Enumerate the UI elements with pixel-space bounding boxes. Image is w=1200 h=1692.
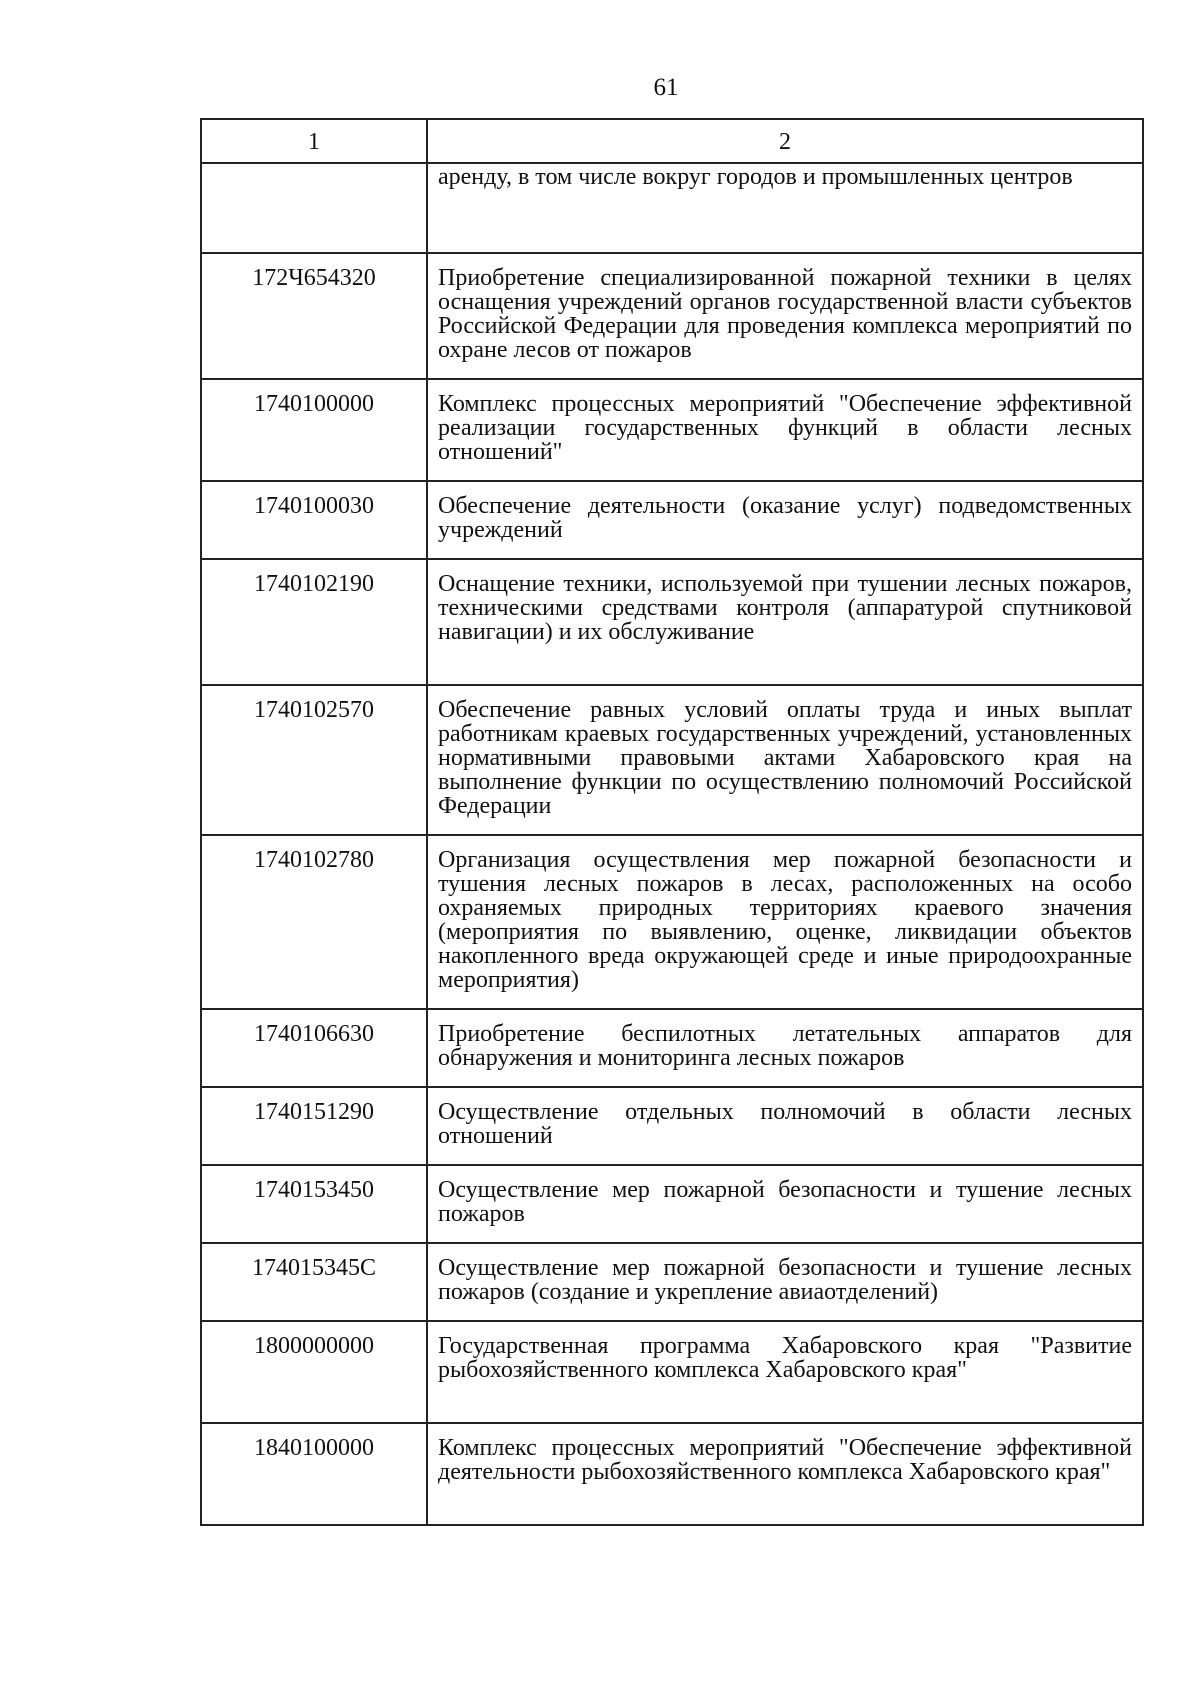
description-cell: Приобретение специализированной пожарной техники в целях оснащения учреждений органов государственной власти субъектов Российской Федерации для проведения комплекса мероприятий по охране лесов от пожаров	[427, 253, 1143, 379]
description-cell: Осуществление мер пожарной безопасности и тушение лесных пожаров	[427, 1165, 1143, 1243]
code-cell: 172Ч654320	[201, 253, 427, 379]
budget-code-table	[200, 118, 1144, 1526]
description-cell: Приобретение беспилотных летательных аппаратов для обнаружения и мониторинга лесных пожаров	[427, 1009, 1143, 1087]
description-cell: Осуществление мер пожарной безопасности и тушение лесных пожаров (создание и укрепление авиаотделений)	[427, 1243, 1143, 1321]
table-row	[201, 1423, 1143, 1525]
code-cell: 1740153450	[201, 1165, 427, 1243]
description-cell: Организация осуществления мер пожарной безопасности и тушения лесных пожаров в лесах, расположенных на особо охраняемых природных территориях краевого значения (мероприятия по выявлению, оценке, ликвидации объектов накопленного вреда окружающей среде и иные природоохранные мероприятия)	[427, 835, 1143, 1009]
table-row	[201, 685, 1143, 835]
table-header-row	[201, 119, 1143, 163]
description-cell: аренду, в том числе вокруг городов и промышленных центров	[427, 163, 1143, 253]
description-cell: Государственная программа Хабаровского края "Развитие рыбохозяйственного комплекса Хабаровского края"	[427, 1321, 1143, 1423]
table-row	[201, 163, 1143, 253]
page-number: 61	[653, 74, 679, 101]
code-cell: 1740106630	[201, 1009, 427, 1087]
description-cell: Осуществление отдельных полномочий в области лесных отношений	[427, 1087, 1143, 1165]
code-cell: 1840100000	[201, 1423, 427, 1525]
table-row	[201, 481, 1143, 559]
table-row	[201, 559, 1143, 685]
description-cell: Комплекс процессных мероприятий "Обеспечение эффективной деятельности рыбохозяйственного комплекса Хабаровского края"	[427, 1423, 1143, 1525]
table-row	[201, 1087, 1143, 1165]
description-cell: Обеспечение деятельности (оказание услуг) подведомственных учреждений	[427, 481, 1143, 559]
table-row	[201, 1009, 1143, 1087]
table-row	[201, 1321, 1143, 1423]
table-row	[201, 379, 1143, 481]
table-row	[201, 1243, 1143, 1321]
code-cell: 1740102190	[201, 559, 427, 685]
description-cell: Комплекс процессных мероприятий "Обеспечение эффективной реализации государственных функций в области лесных отношений"	[427, 379, 1143, 481]
code-cell: 1800000000	[201, 1321, 427, 1423]
code-cell: 1740102780	[201, 835, 427, 1009]
code-cell: 1740151290	[201, 1087, 427, 1165]
description-cell: Оснащение техники, используемой при тушении лесных пожаров, техническими средствами контроля (аппаратурой спутниковой навигации) и их обслуживание	[427, 559, 1143, 685]
code-cell: 1740102570	[201, 685, 427, 835]
table-row	[201, 835, 1143, 1009]
table-row	[201, 1165, 1143, 1243]
code-cell: 1740100000	[201, 379, 427, 481]
table-row	[201, 253, 1143, 379]
code-cell	[201, 163, 427, 253]
code-cell: 174015345С	[201, 1243, 427, 1321]
description-cell: Обеспечение равных условий оплаты труда и иных выплат работникам краевых государственных учреждений, установленных нормативными правовыми актами Хабаровского края на выполнение функции по осуществлению полномочий Российской Федерации	[427, 685, 1143, 835]
column-header-description: 2	[427, 119, 1143, 163]
column-header-code: 1	[201, 119, 427, 163]
code-cell: 1740100030	[201, 481, 427, 559]
